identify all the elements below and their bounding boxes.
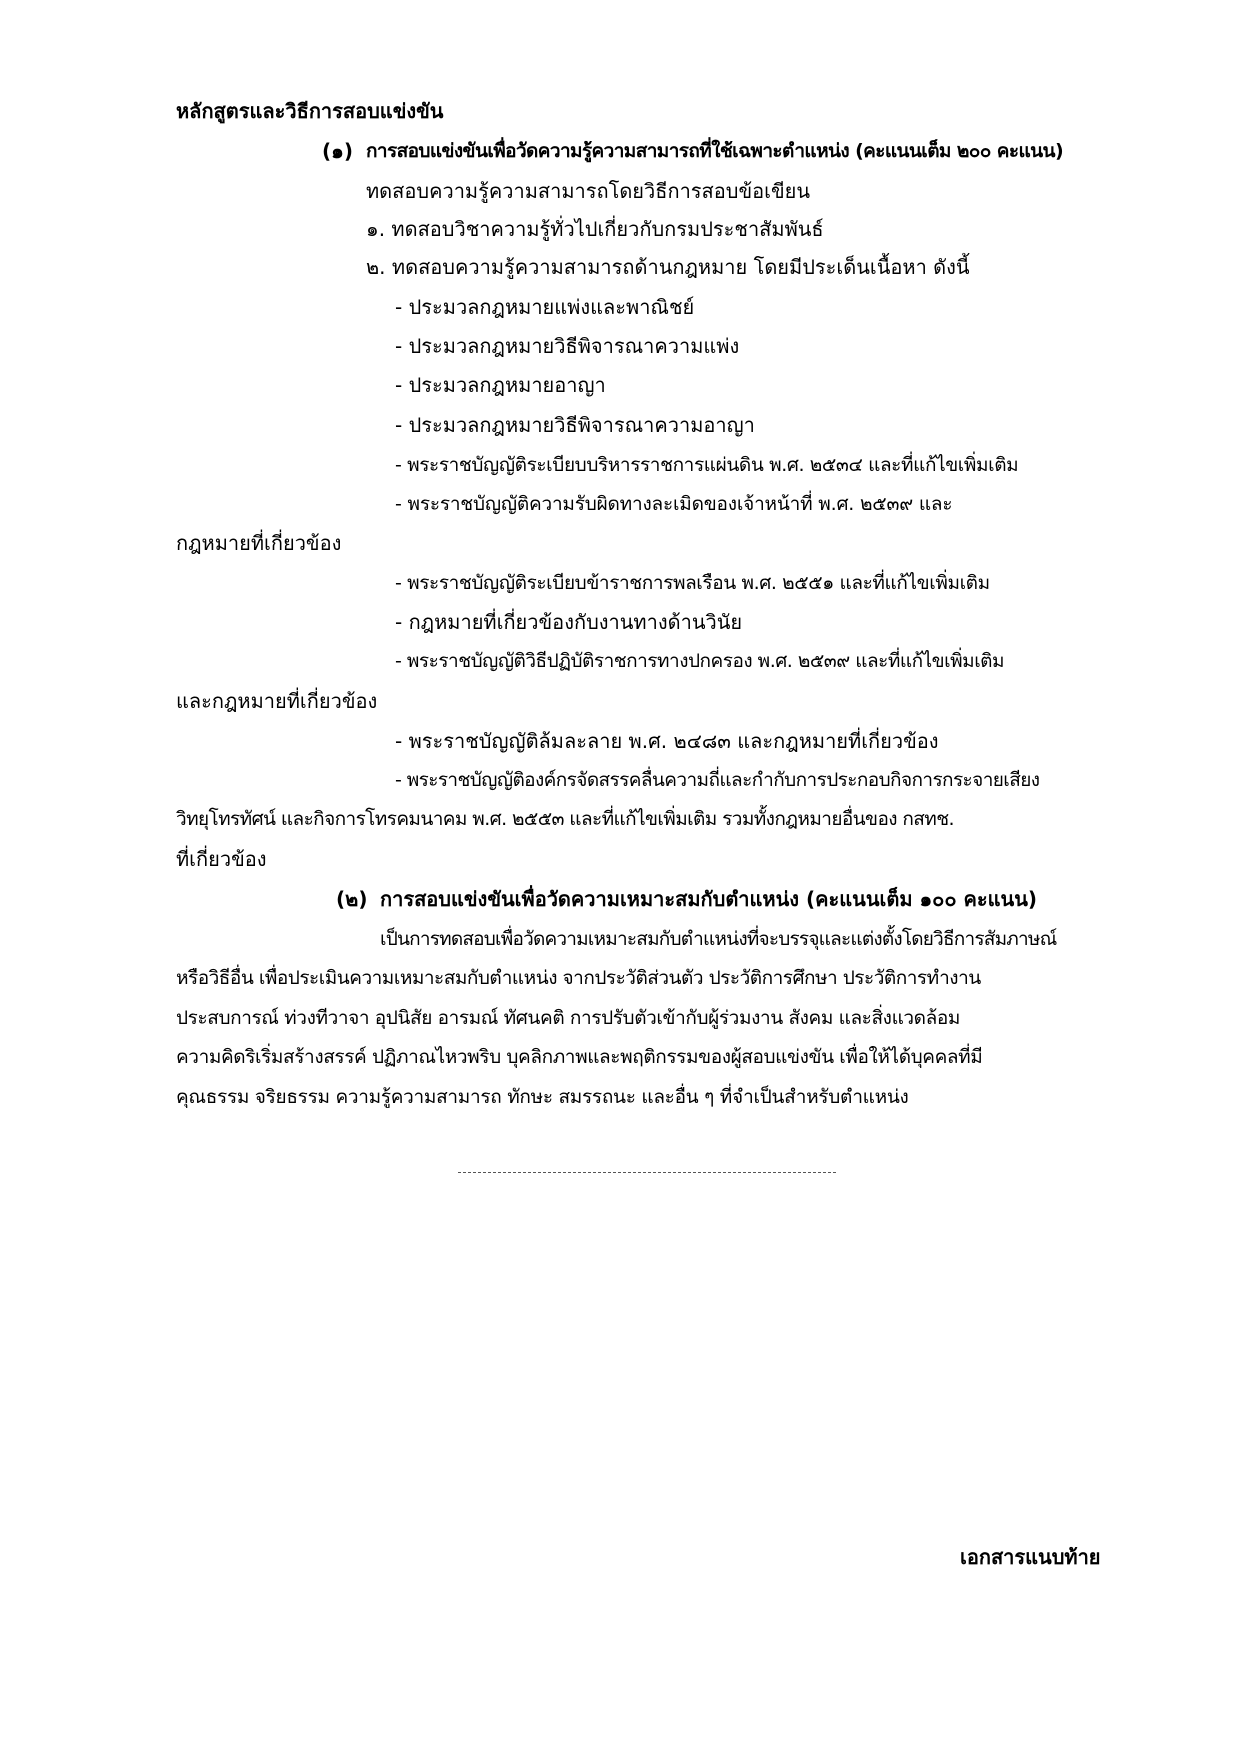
section2-number: (๒) — [336, 887, 368, 911]
section2-paragraph-line: เป็นการทดสอบเพื่อวัดความเหมาะสมกับตำแหน่งที่จะบรรจุและแต่งตั้งโดยวิธีการสัมภาษณ์ — [380, 928, 1057, 950]
law-item: - ประมวลกฎหมายอาญา — [395, 373, 606, 397]
section1-title: การสอบแข่งขันเพื่อวัดความรู้ความสามารถที่ใช้เฉพาะตำแหน่ง (คะแนนเต็ม ๒๐๐ คะแนน) — [366, 140, 1064, 162]
document-heading: หลักสูตรและวิธีการสอบแข่งขัน — [176, 99, 444, 123]
law-item-continuation: ที่เกี่ยวข้อง — [176, 847, 267, 871]
law-item: - พระราชบัญญัติล้มละลาย พ.ศ. ๒๔๘๓ และกฎหมายที่เกี่ยวข้อง — [395, 729, 939, 753]
law-item-continuation: และกฎหมายที่เกี่ยวข้อง — [176, 689, 378, 713]
section1-item1: ๑. ทดสอบวิชาความรู้ทั่วไปเกี่ยวกับกรมประชาสัมพันธ์ — [366, 217, 824, 241]
section2-paragraph-line: หรือวิธีอื่น เพื่อประเมินความเหมาะสมกับตำแหน่ง จากประวัติส่วนตัว ประวัติการศึกษา ประวัติการทำงาน — [176, 967, 981, 989]
section-divider — [458, 1172, 836, 1173]
law-item: - พระราชบัญญัติระเบียบข้าราชการพลเรือน พ.ศ. ๒๕๕๑ และที่แก้ไขเพิ่มเติม — [395, 572, 990, 594]
section2-paragraph-line: ความคิดริเริ่มสร้างสรรค์ ปฏิภาณไหวพริบ บุคลิกภาพและพฤติกรรมของผู้สอบแข่งขัน เพื่อให้ได้บุคคลที่มี — [176, 1046, 983, 1068]
law-item: - ประมวลกฎหมายวิธีพิจารณาความอาญา — [395, 413, 755, 437]
section2-title: การสอบแข่งขันเพื่อวัดความเหมาะสมกับตำแหน่ง (คะแนนเต็ม ๑๐๐ คะแนน) — [380, 887, 1038, 911]
law-item-continuation: กฎหมายที่เกี่ยวข้อง — [176, 531, 342, 555]
law-item: - พระราชบัญญัติความรับผิดทางละเมิดของเจ้าหน้าที่ พ.ศ. ๒๕๓๙ และ — [395, 493, 953, 515]
law-item: - ประมวลกฎหมายแพ่งและพาณิชย์ — [395, 295, 695, 319]
law-item: - พระราชบัญญัติวิธีปฏิบัติราชการทางปกครอง พ.ศ. ๒๕๓๙ และที่แก้ไขเพิ่มเติม — [395, 650, 1005, 672]
attachment-footer: เอกสารแนบท้าย — [960, 1545, 1101, 1569]
section1-item2: ๒. ทดสอบความรู้ความสามารถด้านกฎหมาย โดยมีประเด็นเนื้อหา ดังนี้ — [366, 255, 970, 279]
section1-number: (๑) — [322, 139, 353, 163]
section2-paragraph-line: คุณธรรม จริยธรรม ความรู้ความสามารถ ทักษะ สมรรถนะ และอื่น ๆ ที่จำเป็นสำหรับตำแหน่ง — [176, 1086, 909, 1108]
law-item: - พระราชบัญญัติองค์กรจัดสรรคลื่นความถี่และกำกับการประกอบกิจการกระจายเสียง — [395, 769, 1040, 791]
law-item: - พระราชบัญญัติระเบียบบริหารราชการแผ่นดิน พ.ศ. ๒๕๓๔ และที่แก้ไขเพิ่มเติม — [395, 454, 1019, 476]
law-item: - ประมวลกฎหมายวิธีพิจารณาความแพ่ง — [395, 334, 740, 358]
section2-paragraph-line: ประสบการณ์ ท่วงทีวาจา อุปนิสัย อารมณ์ ทัศนคติ การปรับตัวเข้ากับผู้ร่วมงาน สังคม และสิ่งแวดล้อม — [176, 1007, 960, 1029]
section1-intro: ทดสอบความรู้ความสามารถโดยวิธีการสอบข้อเขียน — [366, 179, 811, 203]
law-item-continuation: วิทยุโทรทัศน์ และกิจการโทรคมนาคม พ.ศ. ๒๕๕๓ และที่แก้ไขเพิ่มเติม รวมทั้งกฎหมายอื่นของ กสทช. — [176, 808, 954, 830]
law-item: - กฎหมายที่เกี่ยวข้องกับงานทางด้านวินัย — [395, 610, 743, 634]
